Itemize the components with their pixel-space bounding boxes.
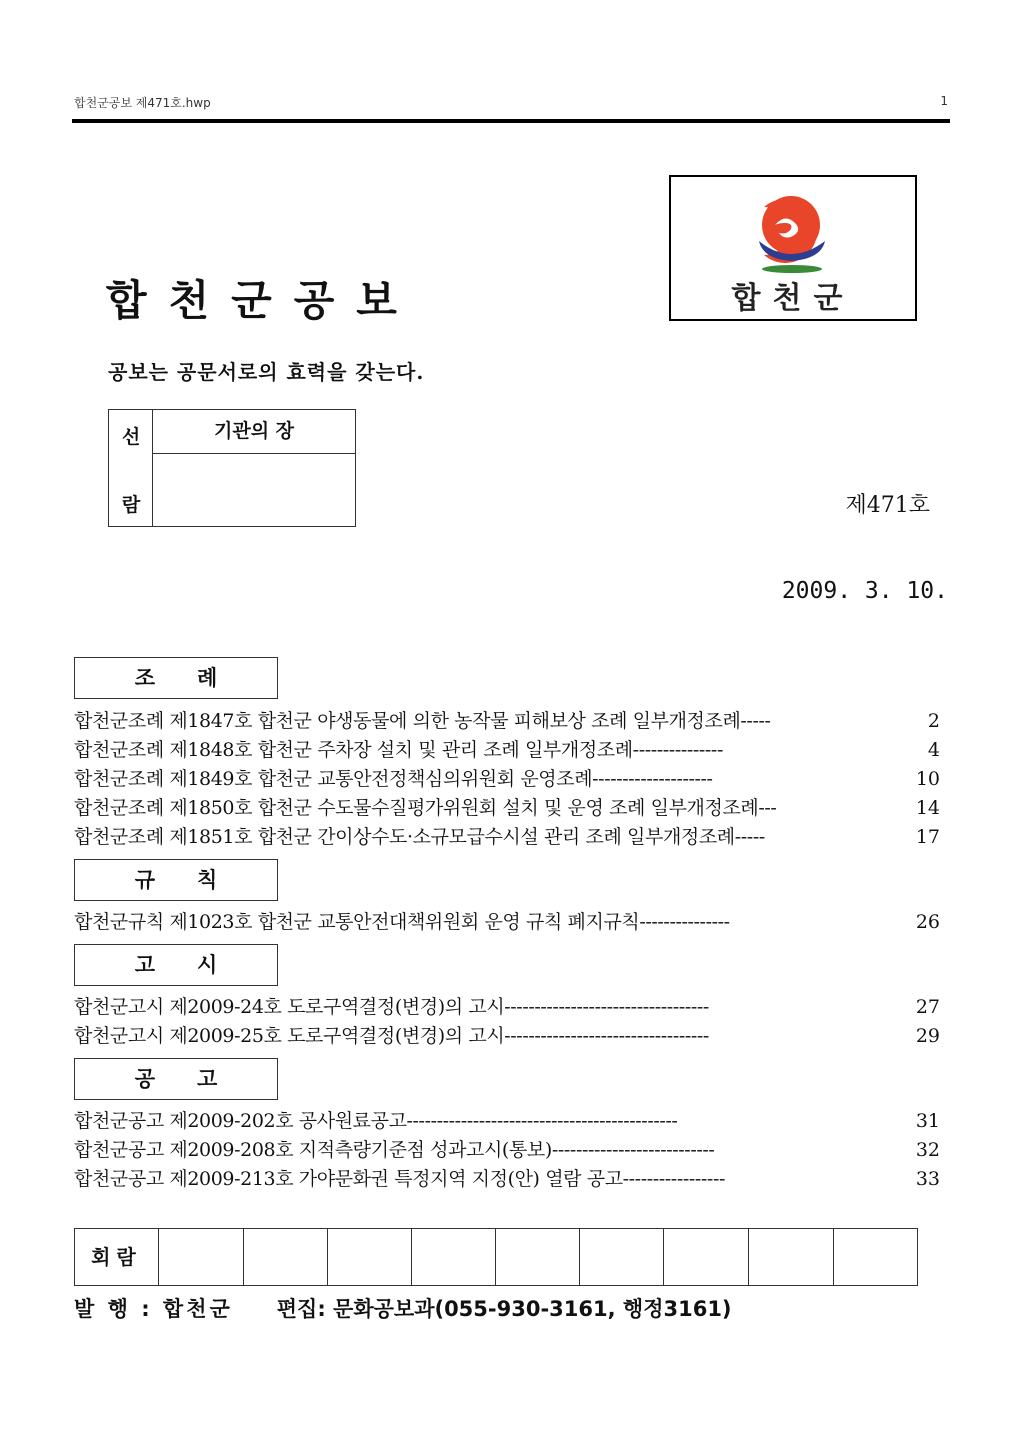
toc-entry-text: 합천군조례 제1849호 합천군 교통안전정책심의위원회 운영조례--------------------: [74, 768, 713, 790]
approval-label-top: 선: [121, 426, 141, 448]
toc-entry-text: 합천군고시 제2009-24호 도로구역결정(변경)의 고시----------------------------------: [74, 996, 709, 1018]
toc-entry-text: 합천군조례 제1850호 합천군 수도물수질평가위원회 설치 및 운영 조례 일부개정조례---: [74, 797, 777, 819]
toc-entry-text: 합천군고시 제2009-25호 도로구역결정(변경)의 고시----------------------------------: [74, 1025, 709, 1047]
toc-entry[interactable]: [74, 908, 940, 936]
toc-entry-page: 4: [927, 739, 940, 761]
header-rule: [72, 119, 950, 123]
toc-entry-page: 26: [915, 911, 940, 933]
toc-entry-text: 합천군조례 제1848호 합천군 주차장 설치 및 관리 조례 일부개정조례---------------: [74, 739, 723, 761]
toc-entry-page: 27: [915, 996, 940, 1018]
toc-entry-text: 합천군공고 제2009-202호 공사원료공고---------------------------------------------: [74, 1110, 678, 1132]
toc-entry-page: 29: [915, 1025, 940, 1047]
issue-date: 2009. 3. 10.: [781, 578, 948, 604]
toc-entry-page: 33: [915, 1168, 940, 1190]
toc-entry-text: 합천군공고 제2009-208호 지적측량기준점 성과고시(통보)---------------------------: [74, 1139, 715, 1161]
toc-entry[interactable]: [74, 1165, 940, 1193]
toc-entry-page: 17: [915, 826, 940, 848]
county-logo: [669, 175, 917, 321]
toc-entry-text: 합천군공고 제2009-213호 가야문화권 특정지역 지정(안) 열람 공고-----------------: [74, 1168, 725, 1190]
header-page-number: 1: [940, 94, 948, 108]
circulation-cell: [328, 1229, 412, 1285]
toc-entry-page: 14: [915, 797, 940, 819]
circulation-cell: [664, 1229, 749, 1285]
approval-header: 기관의 장: [153, 410, 355, 454]
circulation-cell: [159, 1229, 244, 1285]
header-file-name: 합천군공보 제471호.hwp: [74, 96, 211, 110]
approval-label-column: [109, 410, 153, 526]
toc-entry[interactable]: [74, 1022, 940, 1050]
toc-entry-text: 합천군조례 제1851호 합천군 간이상수도·소규모급수시설 관리 조례 일부개정조례-----: [74, 826, 765, 848]
section-title-rule: 규칙: [74, 859, 278, 901]
page-title: 합천군공보: [106, 276, 419, 325]
toc-entry[interactable]: [74, 1136, 940, 1164]
toc-entry[interactable]: [74, 993, 940, 1021]
section-title-announcement: 공고: [74, 1058, 278, 1100]
section-title-notice: 고시: [74, 944, 278, 986]
circulation-cell: [749, 1229, 834, 1285]
circulation-label: 회람: [75, 1229, 159, 1285]
toc-entry-page: 2: [927, 710, 940, 732]
subtitle: 공보는 공문서로의 효력을 갖는다.: [108, 360, 425, 384]
circulation-cell: [580, 1229, 664, 1285]
toc-entry[interactable]: [74, 1107, 940, 1135]
approval-box: [108, 409, 356, 527]
footer: [74, 1293, 732, 1323]
issue-number: 제471호: [845, 493, 930, 518]
toc-entry[interactable]: [74, 707, 940, 735]
circulation-cell: [496, 1229, 580, 1285]
footer-publisher: 발 행 : 합천군: [74, 1297, 233, 1321]
toc-entry-page: 32: [915, 1139, 940, 1161]
toc-entry[interactable]: [74, 823, 940, 851]
toc-entry-page: 31: [915, 1110, 940, 1132]
toc-entry-text: 합천군조례 제1847호 합천군 야생동물에 의한 농작물 피해보상 조례 일부개정조례-----: [74, 710, 771, 732]
circulation-cell: [412, 1229, 496, 1285]
logo-county-name: 합천군: [731, 281, 855, 316]
toc-entry-page: 10: [915, 768, 940, 790]
section-title-ordinance: 조례: [74, 657, 278, 699]
circulation-table: [74, 1228, 918, 1286]
circulation-cell: [244, 1229, 328, 1285]
toc-entry[interactable]: [74, 765, 940, 793]
approval-label-bottom: 람: [121, 494, 141, 516]
toc-entry[interactable]: [74, 794, 940, 822]
toc-entry[interactable]: [74, 736, 940, 764]
toc-entry-text: 합천군규칙 제1023호 합천군 교통안전대책위원회 운영 규칙 폐지규칙---------------: [74, 911, 730, 933]
footer-editor: 편집: 문화공보과(055-930-3161, 행정3161): [276, 1297, 732, 1321]
